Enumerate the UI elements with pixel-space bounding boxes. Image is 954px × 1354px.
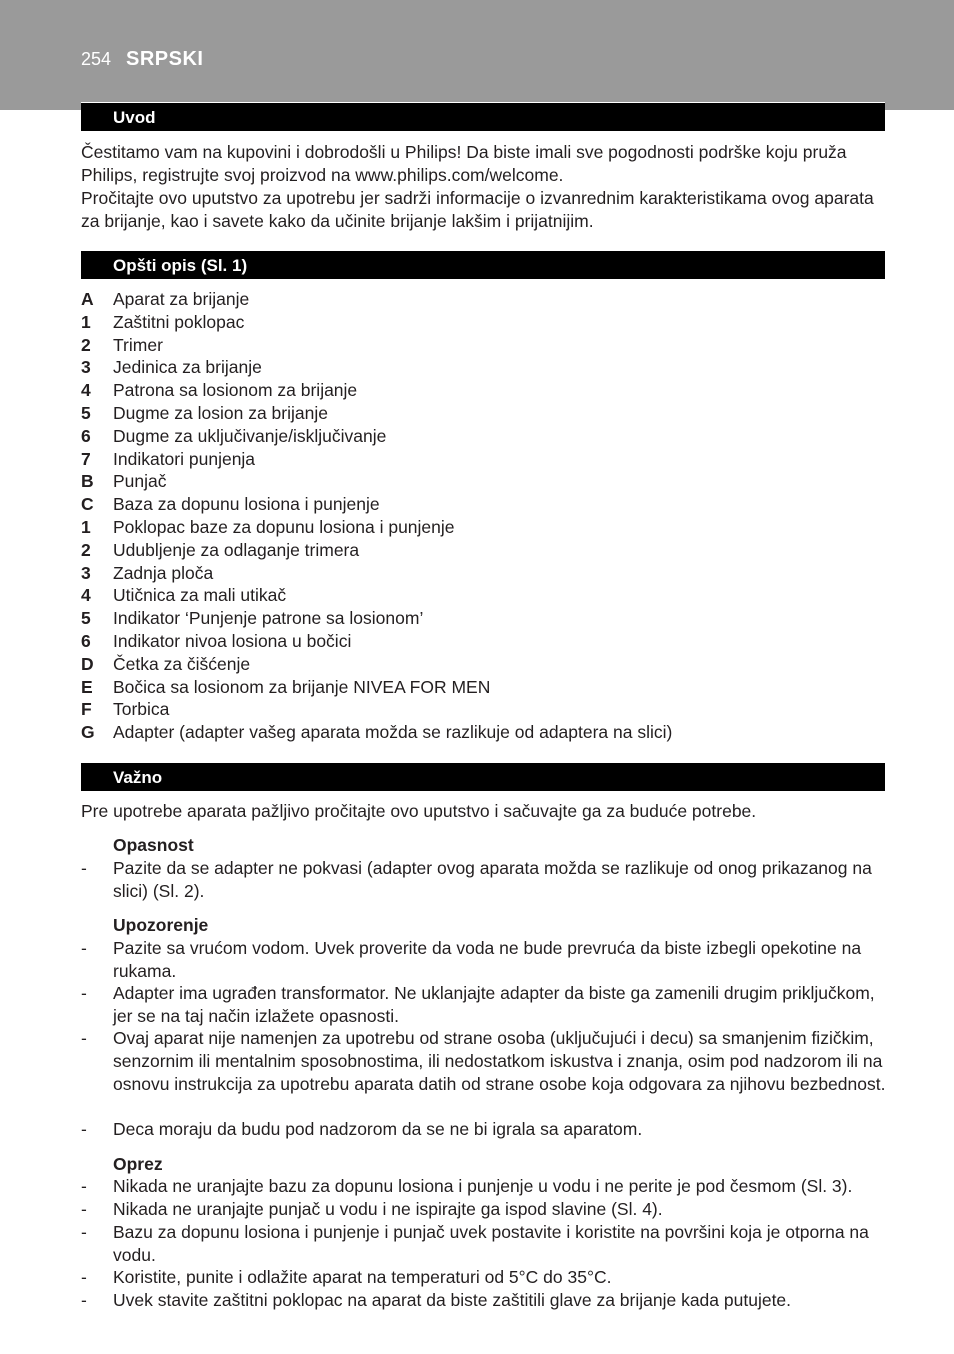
parts-list-text: Adapter (adapter vašeg aparata možda se razlikuje od adaptera na slici) (113, 722, 673, 743)
parts-list-text: Torbica (113, 699, 170, 720)
parts-list-text: Trimer (113, 334, 163, 355)
bullet-text: Deca moraju da budu pod nadzorom da se ne bi igrala sa aparatom. (113, 1119, 643, 1139)
parts-list-key: 1 (81, 311, 91, 332)
parts-list-key: 4 (81, 585, 91, 606)
bullet-dash: - (81, 858, 87, 878)
bullet-dash: - (81, 1119, 87, 1139)
parts-list-text: Punjač (113, 471, 167, 492)
section-header-vazno (81, 762, 885, 791)
caution-heading: Oprez (113, 1154, 163, 1174)
header-bar (0, 0, 954, 110)
parts-list-key: 7 (81, 448, 91, 469)
bullet-dash: - (81, 1176, 87, 1196)
bullet-dash: - (81, 1028, 87, 1048)
bullet-text: Pazite da se adapter ne pokvasi (adapter ovog aparata možda se razlikuje od onog prikazanog na slici) (Sl. 2). (113, 858, 872, 901)
parts-list-key: 1 (81, 517, 91, 537)
section-header-opis (81, 250, 885, 279)
parts-list-key: 2 (81, 539, 91, 560)
parts-list-key: 5 (81, 608, 91, 629)
parts-list-text: Zaštitni poklopac (113, 311, 245, 332)
intro-paragraph-2: Pročitajte ovo uputstvo za upotrebu jer sadrži informacije o izvanrednim karakteristikama ovog aparata za brijanje, kao i savete kako da učinite brijanje lakšim i prijatnijim. (81, 188, 874, 231)
parts-list-key: 6 (81, 631, 91, 651)
parts-list-text: Poklopac baze za dopunu losiona i punjenje (113, 517, 455, 537)
parts-list-key: A (81, 289, 94, 309)
bullet-dash: - (81, 983, 87, 1003)
section-title: Uvod (113, 108, 156, 127)
parts-list-key: 3 (81, 357, 91, 378)
bullet-dash: - (81, 938, 87, 958)
section-header-uvod (81, 102, 885, 131)
danger-heading: Opasnost (113, 835, 194, 855)
parts-list-text: Zadnja ploča (113, 562, 214, 583)
parts-list-key: 2 (81, 334, 91, 355)
bullet-text: Uvek stavite zaštitni poklopac na aparat da biste zaštitili glave za brijanje kada putujete. (113, 1290, 792, 1310)
bullet-text: Bazu za dopunu losiona i punjenje i punjač uvek postavite i koristite na površini koja je otporna na vodu. (113, 1222, 869, 1265)
bullet-text: Adapter ima ugrađen transformator. Ne uklanjajte adapter da biste ga zamenili drugim priključkom, jer se na taj način izlažete opasnosti. (113, 983, 875, 1026)
parts-list-text: Indikator ‘Punjenje patrone sa losionom’ (113, 608, 424, 629)
parts-list-key: C (81, 494, 94, 515)
section-title: Važno (113, 768, 163, 787)
parts-list-key: G (81, 722, 95, 743)
page-number: 254 (81, 49, 112, 69)
language-title: SRPSKI (126, 48, 204, 70)
parts-list-text: Bočica sa losionom za brijanje NIVEA FOR MEN (113, 676, 491, 697)
bullet-dash: - (81, 1222, 87, 1242)
bullet-text: Pazite sa vrućom vodom. Uvek proverite da voda ne bude prevruća da biste izbegli opekotine na rukama. (113, 938, 862, 981)
warning-heading: Upozorenje (113, 915, 209, 935)
parts-list-text: Jedinica za brijanje (113, 357, 262, 378)
bullet-text: Nikada ne uranjajte bazu za dopunu losiona i punjenje u vodu i ne perite je pod česmom (Sl. 3). (113, 1176, 853, 1196)
parts-list-key: 3 (81, 562, 91, 583)
parts-list-key: 4 (81, 380, 91, 401)
parts-list-text: Utičnica za mali utikač (113, 585, 287, 606)
parts-list-text: Dugme za losion za brijanje (113, 403, 328, 423)
parts-list-text: Patrona sa losionom za brijanje (113, 380, 358, 401)
bullet-dash: - (81, 1290, 87, 1310)
section-title: Opšti opis (Sl. 1) (113, 256, 248, 275)
bullet-text: Ovaj aparat nije namenjen za upotrebu od strane osoba (uključujući i decu) sa smanjenim fizičkim, senzornim ili mentalnim sposobnostima, ili nedostatkom iskustva i znanja, osim pod nadzorom ili na osnovu instrukcija za upotrebu aparata datih od strane osobe koja odgovara za njihovu bezbednost. (113, 1028, 886, 1094)
parts-list-key: 6 (81, 425, 91, 446)
parts-list-text: Aparat za brijanje (113, 289, 250, 309)
parts-list-key: F (81, 699, 92, 720)
parts-list-text: Baza za dopunu losiona i punjenje (113, 494, 380, 515)
intro-paragraph-1: Čestitamo vam na kupovini i dobrodošli u Philips! Da biste imali sve pogodnosti podrške koju pruža Philips, registrujte svoj proizvod na www.philips.com/welcome. (81, 142, 847, 185)
bullet-text: Nikada ne uranjajte punjač u vodu i ne ispirajte ga ispod slavine (Sl. 4). (113, 1199, 663, 1219)
parts-list-text: Indikatori punjenja (113, 448, 256, 469)
parts-list-text: Udubljenje za odlaganje trimera (113, 539, 360, 560)
parts-list-key: 5 (81, 403, 91, 423)
parts-list-text: Četka za čišćenje (113, 653, 251, 674)
parts-list-key: E (81, 676, 93, 697)
bullet-dash: - (81, 1199, 87, 1219)
parts-list-text: Indikator nivoa losiona u bočici (113, 631, 352, 651)
important-intro: Pre upotrebe aparata pažljivo pročitajte ovo uputstvo i sačuvajte ga za buduće potrebe. (81, 801, 757, 821)
parts-list-key: D (81, 653, 94, 674)
bullet-dash: - (81, 1267, 87, 1287)
parts-list-key: B (81, 471, 94, 492)
parts-list-text: Dugme za uključivanje/isključivanje (113, 425, 387, 446)
bullet-text: Koristite, punite i odlažite aparat na temperaturi od 5°C do 35°C. (113, 1267, 612, 1287)
